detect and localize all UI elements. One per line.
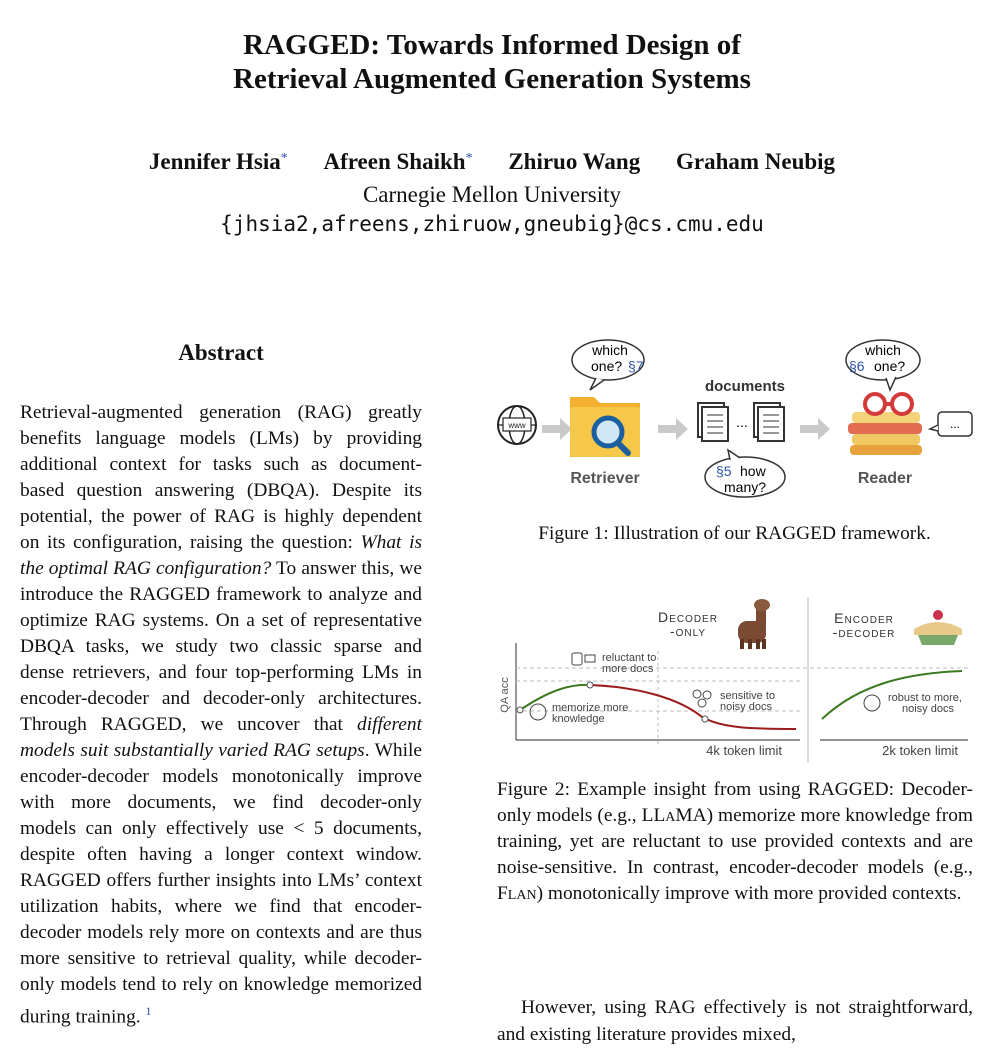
- section-ref-7: §7: [628, 358, 644, 374]
- encoder-decoder-heading: Encoder: [834, 610, 894, 626]
- www-label: www: [508, 421, 526, 430]
- svg-text:robust to more,: robust to more,: [888, 692, 962, 704]
- section-ref-5: §5: [716, 463, 732, 479]
- speech-bubble-retriever: [572, 340, 644, 390]
- title-line-2: Retrieval Augmented Generation Systems: [233, 63, 751, 95]
- svg-text:memorize more: memorize more: [552, 702, 629, 714]
- speech-bubble-documents: [705, 450, 785, 497]
- llama-icon: [738, 599, 770, 649]
- svg-text:noisy docs: noisy docs: [902, 703, 954, 715]
- svg-text:one?: one?: [591, 358, 623, 374]
- footnote-marker[interactable]: 1: [145, 1004, 152, 1018]
- svg-text:...: ...: [949, 417, 961, 431]
- svg-text:many?: many?: [724, 479, 767, 495]
- author-1: Jennifer Hsia*: [148, 149, 288, 174]
- svg-text:-decoder: -decoder: [832, 624, 896, 640]
- reader-label: Reader: [857, 470, 913, 487]
- document-icon: [698, 403, 728, 441]
- author-emails: {jhsia2,afreens,zhiruow,gneubig}@cs.cmu.edu: [220, 212, 764, 236]
- author-4: Graham Neubig: [675, 149, 836, 174]
- brain-icon: [530, 704, 546, 720]
- svg-text:more docs: more docs: [602, 663, 654, 675]
- svg-text:which: which: [592, 342, 628, 358]
- svg-text:knowledge: knowledge: [552, 713, 605, 725]
- section-ref-6: §6: [849, 358, 865, 374]
- svg-text:one?: one?: [874, 358, 906, 374]
- documents-label: documents: [704, 378, 786, 395]
- books-glasses-icon: [848, 394, 922, 455]
- svg-text:which: which: [865, 342, 901, 358]
- pie-icon: [914, 610, 962, 645]
- svg-text:-only: -only: [669, 623, 707, 639]
- svg-text:how: how: [740, 463, 766, 479]
- author-3: Zhiruo Wang: [508, 149, 641, 174]
- ellipsis: ...: [736, 414, 748, 430]
- thumbs-down-icon: [572, 653, 595, 665]
- svg-text:sensitive to: sensitive to: [720, 690, 776, 702]
- arrow-icon: [658, 418, 688, 440]
- svg-text:reluctant to: reluctant to: [602, 652, 657, 664]
- author-list: [0, 149, 984, 175]
- svg-text:noisy docs: noisy docs: [720, 701, 772, 713]
- figure-2-illustration: [490, 595, 980, 765]
- paper-title: [0, 28, 984, 96]
- title-line-1: RAGGED: Towards Informed Design of: [243, 29, 741, 61]
- token-limit-4k: 4k token limit: [706, 743, 782, 758]
- document-icon: [754, 403, 784, 441]
- figure-1-caption: Figure 1: Illustration of our RAGGED framework.: [538, 523, 931, 544]
- output-bubble-icon: [930, 412, 972, 436]
- noise-icon: [693, 690, 711, 707]
- folder-search-icon: [570, 397, 640, 457]
- abstract-heading: Abstract: [178, 340, 264, 365]
- arrow-icon: [800, 418, 830, 440]
- arrow-icon: [542, 418, 572, 440]
- affiliation: Carnegie Mellon University: [362, 182, 622, 207]
- y-axis-label: QA acc: [499, 677, 511, 713]
- token-limit-2k: 2k token limit: [882, 743, 958, 758]
- decoder-only-heading: Decoder: [658, 609, 718, 625]
- figure-1-illustration: [490, 335, 980, 505]
- strong-hand-icon: [864, 695, 880, 711]
- figure-2-caption: Figure 2: Example insight from using RAGGED: Decoder-only models (e.g., LLaMA) memorize more knowledge from training, yet are reluctant to use provided contexts and are noise-sensitive. In contrast, encoder-decoder models (e.g., Flan) monotonically improve with more provided contexts.: [497, 779, 973, 904]
- intro-paragraph: However, using RAG effectively is not straightforward, and existing literature provides mixed,: [497, 997, 973, 1045]
- abstract-text: Retrieval-augmented generation (RAG) greatly benefits language models (LMs) by providing additional context for tasks such as document-based question answering (DBQA). Despite its potential, the power of RAG is highly dependent on its configuration, raising the question: What is the optimal RAG configuration? To answer this, we introduce the RAGGED framework to analyze and optimize RAG systems. On a set of representative DBQA tasks, we study two classic sparse and dense retrievers, and four top-performing LMs in encoder-decoder and decoder-only architectures. Through RAGGED, we uncover that different models suit substantially varied RAG setups. While encoder-decoder models monotonically improve with more documents, we find decoder-only models can only effectively use < 5 documents, despite often having a longer context window. RAGGED offers further insights into LMs’ context utilization habits, where we find that encoder-decoder models rely more on contexts and are thus more sensitive to retrieval quality, while decoder-only models tend to rely on knowledge memorized during training. $^1$: [20, 402, 422, 1028]
- retriever-label: Retriever: [570, 470, 640, 487]
- author-2: Afreen Shaikh*: [323, 149, 473, 174]
- speech-bubble-reader: [846, 340, 920, 390]
- globe-icon: [498, 406, 536, 444]
